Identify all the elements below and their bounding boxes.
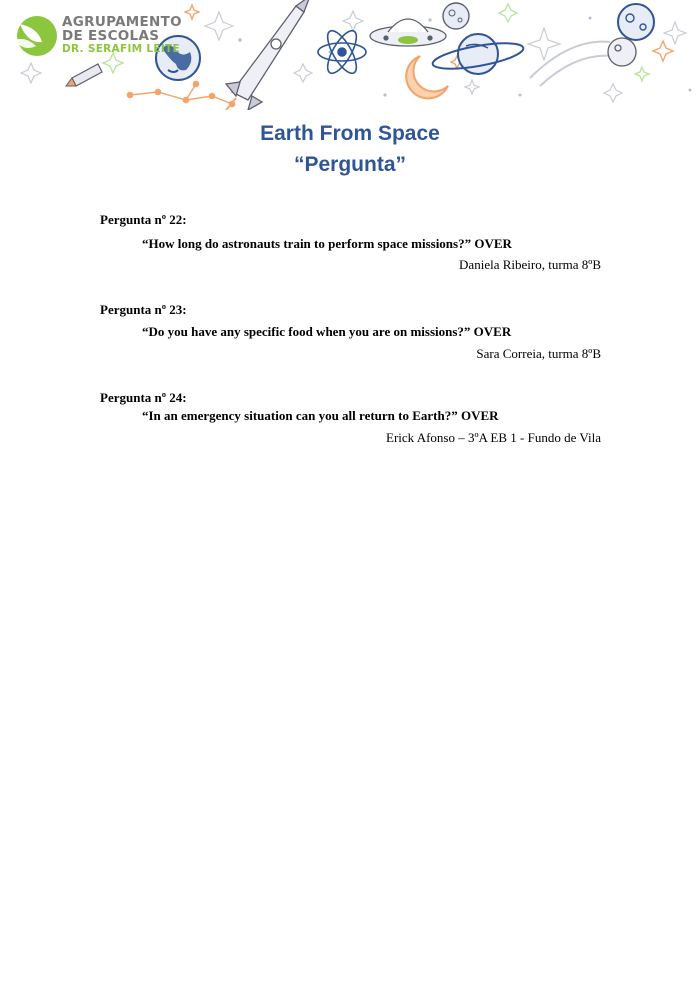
ufo-icon xyxy=(370,19,446,46)
question-text: “How long do astronauts train to perform space missions?” OVER xyxy=(142,236,512,251)
question-author: Sara Correia, turma 8ºB xyxy=(476,346,601,361)
school-logo-icon xyxy=(14,16,57,56)
question-label: Pergunta nº 23: xyxy=(100,302,187,317)
logo-text-line1: AGRUPAMENTO xyxy=(62,14,182,30)
question-text: “In an emergency situation can you all return to Earth?” OVER xyxy=(142,408,499,423)
question-label: Pergunta nº 24: xyxy=(100,390,187,405)
rocket-icon xyxy=(226,0,310,110)
question-label: Pergunta nº 22: xyxy=(100,212,187,227)
page-subtitle: “Pergunta” xyxy=(293,153,406,176)
page-title: Earth From Space xyxy=(260,122,440,145)
comet-icon xyxy=(530,38,636,86)
pencil-icon xyxy=(66,64,102,86)
question-author: Daniela Ribeiro, turma 8ºB xyxy=(459,257,601,272)
question-text: “Do you have any specific food when you are on missions?” OVER xyxy=(142,324,512,339)
moon-icon xyxy=(406,56,448,98)
logo-text-line2: DE ESCOLAS xyxy=(62,28,160,44)
logo-text-line3: DR. SERAFIM LEITE xyxy=(62,43,180,55)
moon-icon xyxy=(618,4,654,40)
question-author: Erick Afonso – 3ºA EB 1 - Fundo de Vila xyxy=(386,430,601,445)
saturn-planet-icon xyxy=(431,34,525,74)
moon-icon xyxy=(443,3,469,29)
atom-icon xyxy=(318,27,366,78)
constellation-icon xyxy=(127,81,234,106)
